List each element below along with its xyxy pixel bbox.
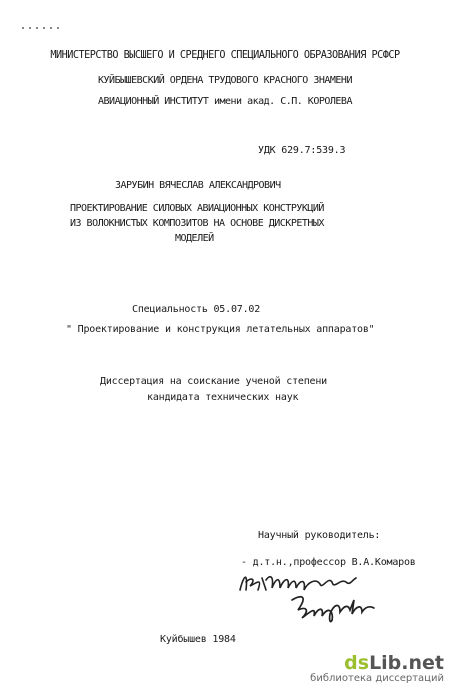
thesis-title-line2: ИЗ ВОЛОКНИСТЫХ КОМПОЗИТОВ НА ОСНОВЕ ДИСКРЕТНЫХ (70, 218, 324, 229)
author-signature (288, 592, 378, 628)
supervisor-label: Научный руководитель: (258, 530, 381, 541)
degree-line2: кандидата технических наук (147, 392, 299, 403)
place-and-year: Куйбышев 1984 (160, 634, 236, 645)
ministry-header: МИНИСТЕРСТВО ВЫСШЕГО И СРЕДНЕГО СПЕЦИАЛЬНОГО ОБРАЗОВАНИЯ РСФСР (50, 50, 400, 61)
specialty-code: Специальность 05.07.02 (132, 304, 261, 315)
dslib-watermark (310, 653, 444, 684)
udk-code: УДК 629.7:539.3 (258, 145, 346, 156)
logo-part-lib: Lib.net (369, 652, 444, 674)
logo-part-ds: ds (344, 652, 370, 674)
supervisor-name: - д.т.н.,профессор В.А.Комаров (241, 557, 416, 568)
watermark-subtitle: библиотека диссертаций (310, 673, 444, 684)
scan-dots-decoration (22, 14, 64, 33)
specialty-name: " Проектирование и конструкция летательных аппаратов" (66, 324, 375, 335)
dslib-logo (310, 653, 444, 673)
thesis-title-line3: МОДЕЛЕЙ (175, 233, 214, 244)
institute-header-line2: АВИАЦИОННЫЙ ИНСТИТУТ имени акад. С.П. КОРОЛЕВА (98, 96, 352, 107)
institute-header-line1: КУЙБЫШЕВСКИЙ ОРДЕНА ТРУДОВОГО КРАСНОГО ЗНАМЕНИ (98, 75, 352, 86)
degree-line1: Диссертация на соискание ученой степени (100, 376, 327, 387)
author-name: ЗАРУБИН ВЯЧЕСЛАВ АЛЕКСАНДРОВИЧ (115, 180, 281, 191)
thesis-title-line1: ПРОЕКТИРОВАНИЕ СИЛОВЫХ АВИАЦИОННЫХ КОНСТРУКЦИЙ (70, 203, 324, 214)
